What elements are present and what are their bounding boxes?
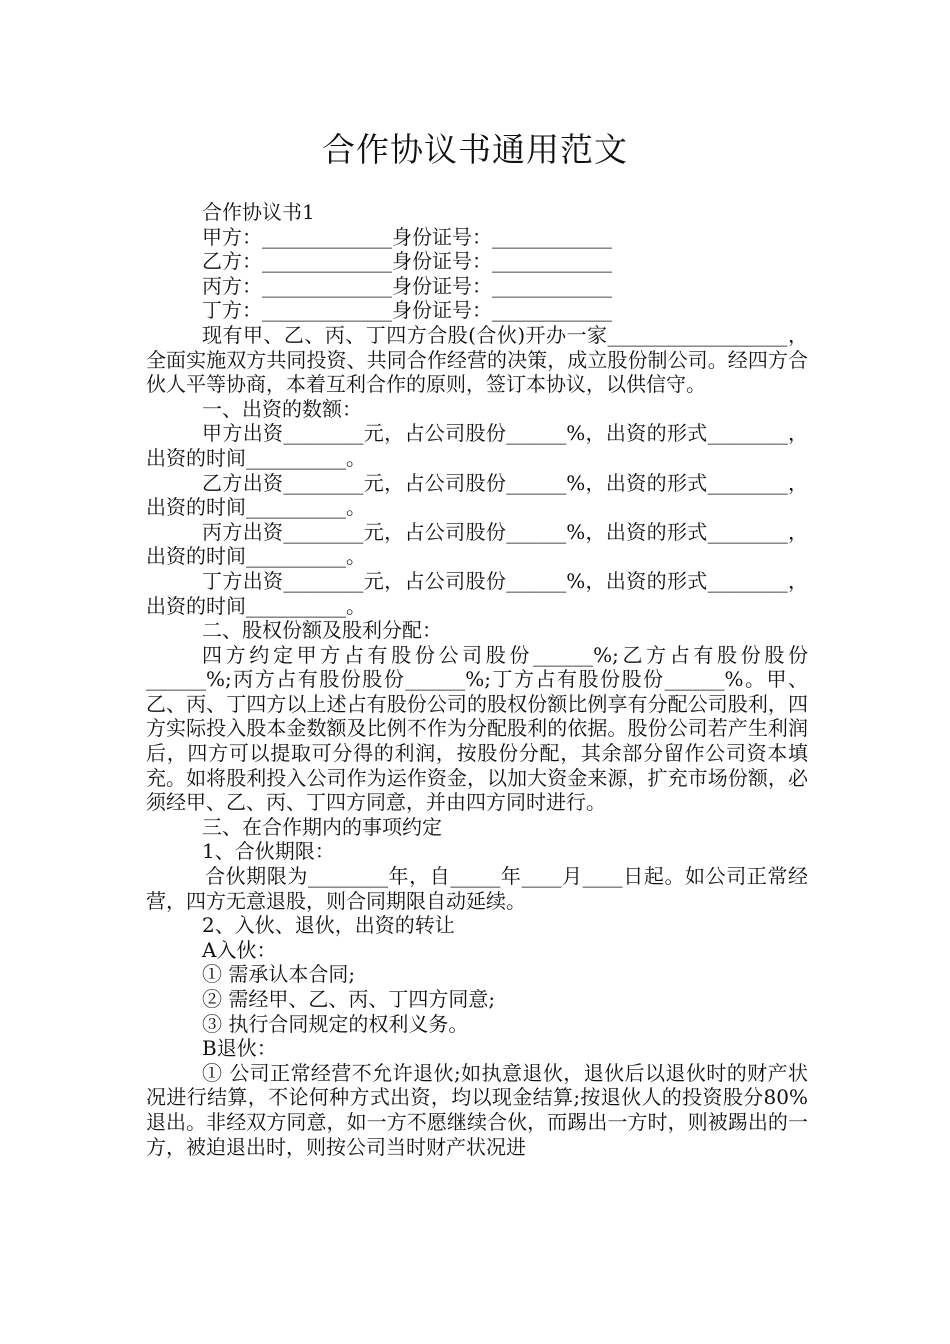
paragraph: ① 需承认本合同;	[202, 962, 356, 987]
document-title: 合作协议书通用范文	[322, 130, 628, 169]
paragraph: 三、在合作期内的事项约定	[202, 814, 442, 839]
paragraph: 2、入伙、退伙，出资的转让	[202, 913, 455, 938]
paragraph: 合作协议书1	[202, 200, 315, 224]
document-body	[146, 200, 808, 1159]
paragraph: 甲方出资________元，占公司股份______%，出资的形式________，出资的时间__________。	[146, 421, 808, 470]
paragraph: ① 公司正常经营不允许退伙;如执意退伙，退伙后以退伙时的财产状况进行结算，不论何种方式出资，均以现金结算;按退伙人的投资股分80%退出。非经双方同意，如一方不愿继续合伙，而踢出一方时，则被踢出的一方，被迫退出时，则按公司当时财产状况进	[146, 1060, 808, 1159]
paragraph: 合伙期限为________年，自_____年____月____日起。如公司正常经营，四方无意退股，则合同期限自动延续。	[146, 864, 808, 913]
paragraph: ③ 执行合同规定的权利义务。	[202, 1011, 469, 1036]
paragraph: 乙方：_____________身份证号：____________	[202, 249, 612, 274]
paragraph: A入伙：	[202, 937, 277, 962]
paragraph: 现有甲、乙、丙、丁四方合股(合伙)开办一家__________________，全面实施双方共同投资、共同合作经营的决策，成立股份制公司。经四方合伙人平等协商，本着互利合作的原则，签订本协议，以供信守。	[146, 322, 808, 397]
paragraph: B退伙：	[202, 1036, 277, 1061]
paragraph: 二、股权份额及股利分配：	[202, 618, 442, 643]
paragraph: 丁方：_____________身份证号：____________	[202, 298, 612, 323]
paragraph: 丙方出资________元，占公司股份______%，出资的形式________，出资的时间__________。	[146, 519, 808, 569]
paragraph: 丁方出资________元，占公司股份______%，出资的形式________，出资的时间__________。	[146, 568, 808, 618]
paragraph: 四方约定甲方占有股份公司股份______%;乙方占有股份股份______%;丙方占有股份股份______%;丁方占有股份股份______%。甲、乙、丙、丁四方以上述占有股份公司的股权份额比例享有分配公司股利，四方实际投入股本金数额及比例不作为分配股利的依据。股份公司若产生利润后，四方可以提取可分得的利润，按股份分配，其余部分留作公司资本填充。如将股利投入公司作为运作资金，以加大资金来源，扩充市场份额，必须经甲、乙、丙、丁四方同意，并由四方同时进行。	[146, 642, 808, 815]
paragraph: 乙方出资________元，占公司股份______%，出资的形式________，出资的时间__________。	[146, 470, 808, 520]
paragraph: 1、合伙期限：	[202, 839, 335, 864]
paragraph: 甲方：_____________身份证号：____________	[202, 224, 612, 249]
paragraph: 一、出资的数额：	[202, 396, 362, 421]
paragraph: ② 需经甲、乙、丙、丁四方同意;	[202, 987, 496, 1011]
paragraph: 丙方：_____________身份证号：____________	[202, 273, 612, 298]
